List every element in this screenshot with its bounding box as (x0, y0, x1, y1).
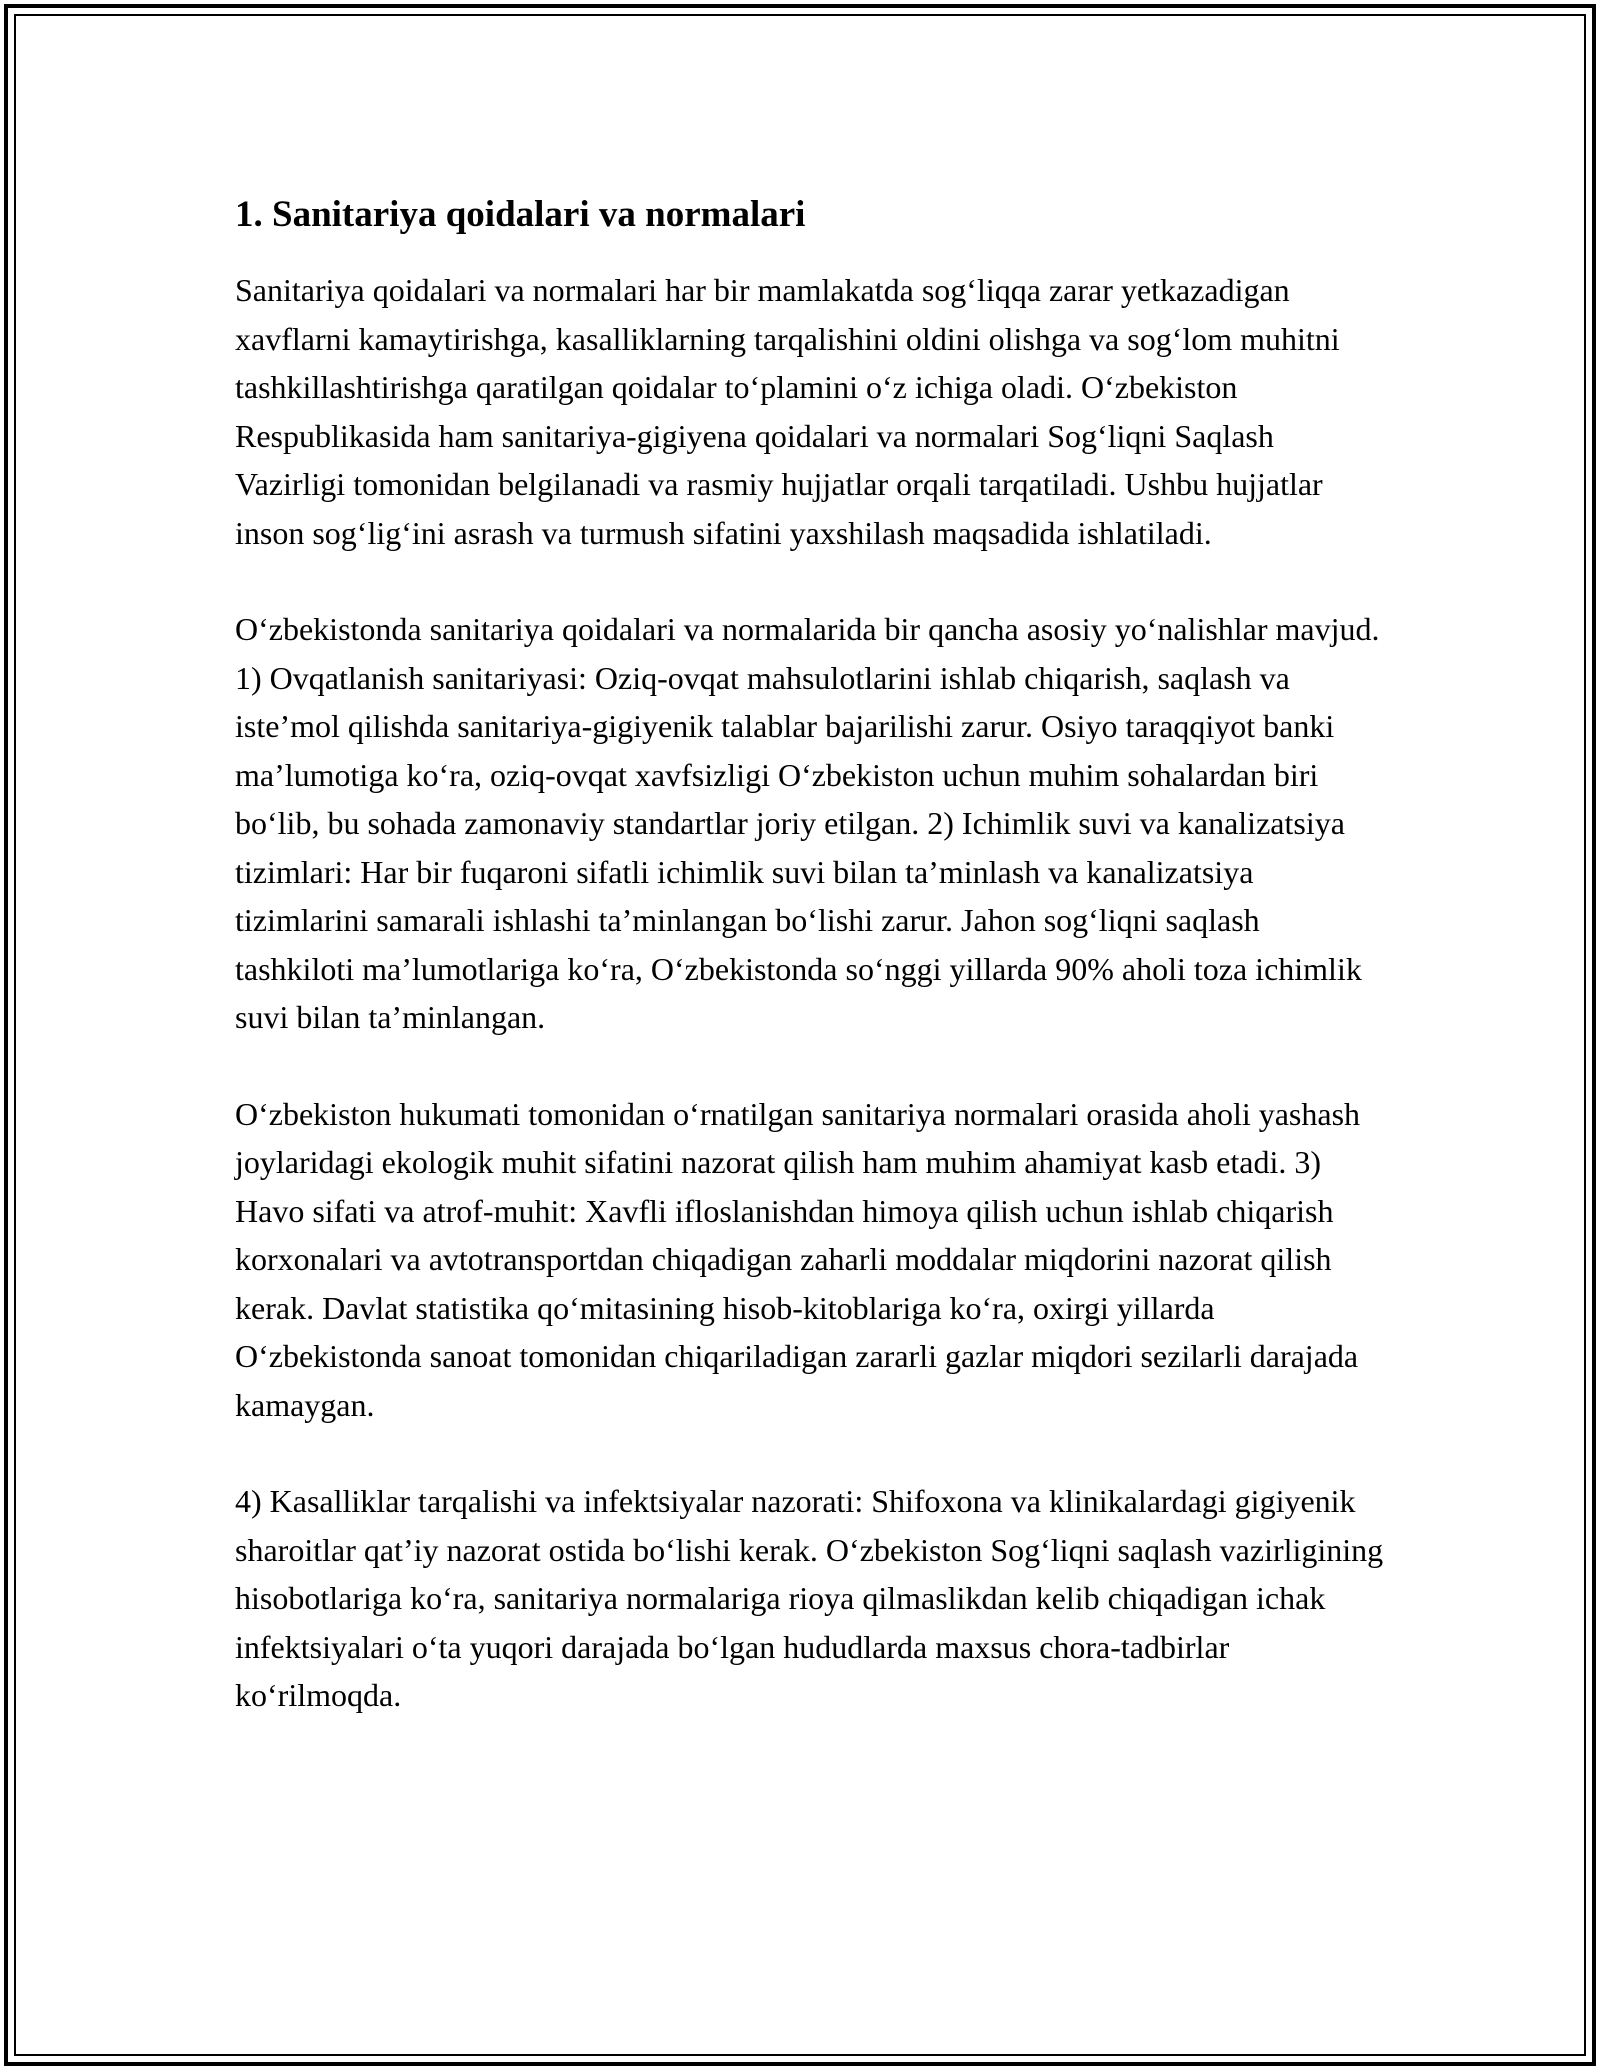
document-body (235, 188, 1385, 1720)
paragraph-main-directions: O‘zbekistonda sanitariya qoidalari va normalarida bir qancha asosiy yo‘nalishlar mavjud. 1) Ovqatlanish sanitariyasi: Oziq-ovqat mahsulotlarini ishlab chiqarish, saqlash va iste’mol qilishda sanitariya-gigiyenik talablar bajarilishi zarur. Osiyo taraqqiyot banki ma’lumotiga ko‘ra, oziq-ovqat xavfsizligi O‘zbekiston uchun muhim sohalardan biri bo‘lib, bu sohada zamonaviy standartlar joriy etilgan. 2) Ichimlik suvi va kanalizatsiya tizimlari: Har bir fuqaroni sifatli ichimlik suvi bilan ta’minlash va kanalizatsiya tizimlarini samarali ishlashi ta’minlangan bo‘lishi zarur. Jahon sog‘liqni saqlash tashkiloti ma’lumotlariga ko‘ra, O‘zbekistonda so‘nggi yillarda 90% aholi toza ichimlik suvi bilan ta’minlangan. (235, 611, 1380, 1035)
section-heading: 1. Sanitariya qoidalari va normalari (235, 194, 806, 235)
paragraph-infection-control: 4) Kasalliklar tarqalishi va infektsiyalar nazorati: Shifoxona va klinikalardagi gigiyenik sharoitlar qat’iy nazorat ostida bo‘lishi kerak. O‘zbekiston Sog‘liqni saqlash vazirligining hisobotlariga ko‘ra, sanitariya normalariga rioya qilmaslikdan kelib chiqadigan ichak infektsiyalari o‘ta yuqori darajada bo‘lgan hududlarda maxsus chora-tadbirlar ko‘rilmoqda. (235, 1483, 1384, 1713)
paragraph-air-quality: O‘zbekiston hukumati tomonidan o‘rnatilgan sanitariya normalari orasida aholi yashash joylaridagi ekologik muhit sifatini nazorat qilish ham muhim ahamiyat kasb etadi. 3) Havo sifati va atrof-muhit: Xavfli ifloslanishdan himoya qilish uchun ishlab chiqarish korxonalari va avtotransportdan chiqadigan zaharli moddalar miqdorini nazorat qilish kerak. Davlat statistika qo‘mitasining hisob-kitoblariga ko‘ra, oxirgi yillarda O‘zbekistonda sanoat tomonidan chiqariladigan zararli gazlar miqdori sezilarli darajada kamaygan. (235, 1095, 1361, 1423)
paragraph-intro: Sanitariya qoidalari va normalari har bir mamlakatda sog‘liqqa zarar yetkazadigan xavflarni kamaytirishga, kasalliklarning tarqalishini oldini olishga va sog‘lom muhitni tashkillashtirishga qaratilgan qoidalar to‘plamini o‘z ichiga oladi. O‘zbekiston Respublikasida ham sanitariya-gigiyena qoidalari va normalari Sog‘liqni Saqlash Vazirligi tomonidan belgilanadi va rasmiy hujjatlar orqali tarqatiladi. Ushbu hujjatlar inson sog‘lig‘ini asrash va turmush sifatini yaxshilash maqsadida ishlatiladi. (235, 272, 1340, 551)
